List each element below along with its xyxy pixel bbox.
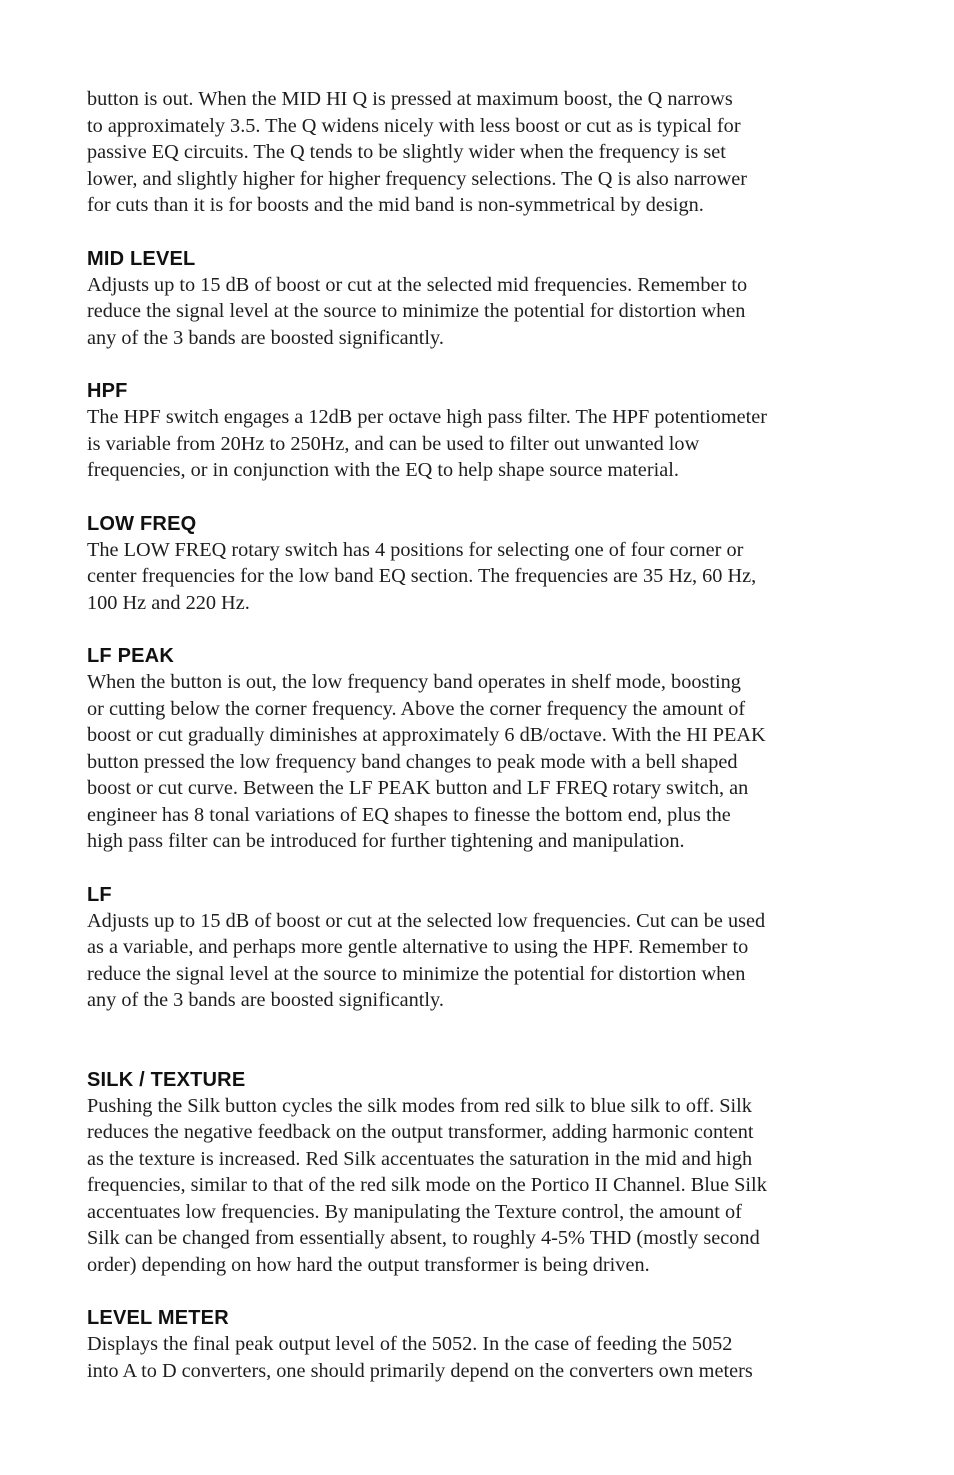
intro-paragraph: button is out. When the MID HI Q is pressed at maximum boost, the Q narrows to approximately 3.5. The Q widens nicely with less boost or cut as is typical for passive EQ circuits. The Q tends to be slightly wider when the frequency is set lower, and slightly higher for higher frequency selections. The Q is also narrower for cuts than it is for boosts and the mid band is non-symmetrical by design. — [87, 88, 748, 216]
section-body: Pushing the Silk button cycles the silk modes from red silk to blue silk to off. Silk reduces the negative feedback on the output transformer, adding harmonic content as the texture is increased. Red Silk accentuates the saturation in the mid and high frequencies, similar to that of the red silk mode on the Portico II Channel. Blue Silk accentuates low frequencies. By manipulating the Texture control, the amount of Silk can be changed from essentially absent, to roughly 4-5% THD (mostly second order) depending on how hard the output transformer is being driven. — [87, 1094, 767, 1276]
section-heading: LOW FREQ — [87, 512, 197, 535]
section-body: The LOW FREQ rotary switch has 4 positions for selecting one of four corner or center frequencies for the low band EQ section. The frequencies are 35 Hz, 60 Hz, 100 Hz and 220 Hz. — [87, 538, 757, 614]
section-body: When the button is out, the low frequency band operates in shelf mode, boosting or cutting below the corner frequency. Above the corner frequency the amount of boost or cut gradually diminishes at approximately 6 dB/octave. With the HI PEAK button pressed the low frequency band changes to peak mode with a bell shaped boost or cut curve. Between the LF PEAK button and LF FREQ rotary switch, an engineer has 8 tonal variations of EQ shapes to finesse the bottom end, plus the high pass filter can be introduced for further tightening and manipulation. — [87, 671, 766, 852]
section-heading: LF — [87, 883, 112, 906]
section-heading: LEVEL METER — [87, 1307, 229, 1329]
section-heading: SILK / TEXTURE — [87, 1068, 246, 1091]
document-page — [87, 86, 877, 1384]
section-lf-peak — [87, 643, 877, 855]
section-body: Displays the final peak output level of the 5052. In the case of feeding the 5052 into A to D converters, one should primarily depend on the converters own meters — [87, 1333, 753, 1382]
section-body: Adjusts up to 15 dB of boost or cut at the selected mid frequencies. Remember to reduce the signal level at the source to minimize the potential for distortion when any of the 3 bands are boosted significantly. — [87, 273, 748, 349]
section-body: The HPF switch engages a 12dB per octave high pass filter. The HPF potentiometer is variable from 20Hz to 250Hz, and can be used to filter out unwanted low frequencies, or in conjunction with the EQ to help shape source material. — [87, 406, 768, 481]
section-body: Adjusts up to 15 dB of boost or cut at the selected low frequencies. Cut can be used as a variable, and perhaps more gentle alternative to using the HPF. Remember to reduce the signal level at the source to minimize the potential for distortion when any of the 3 bands are boosted significantly. — [87, 909, 766, 1011]
section-heading: HPF — [87, 380, 128, 402]
section-low-freq — [87, 511, 877, 617]
section-lf — [87, 882, 877, 1014]
section-level-meter — [87, 1305, 877, 1384]
section-heading: MID LEVEL — [87, 247, 196, 270]
section-silk-texture — [87, 1067, 877, 1279]
section-mid-level — [87, 246, 877, 352]
section-heading: LF PEAK — [87, 645, 174, 667]
section-hpf — [87, 378, 877, 484]
